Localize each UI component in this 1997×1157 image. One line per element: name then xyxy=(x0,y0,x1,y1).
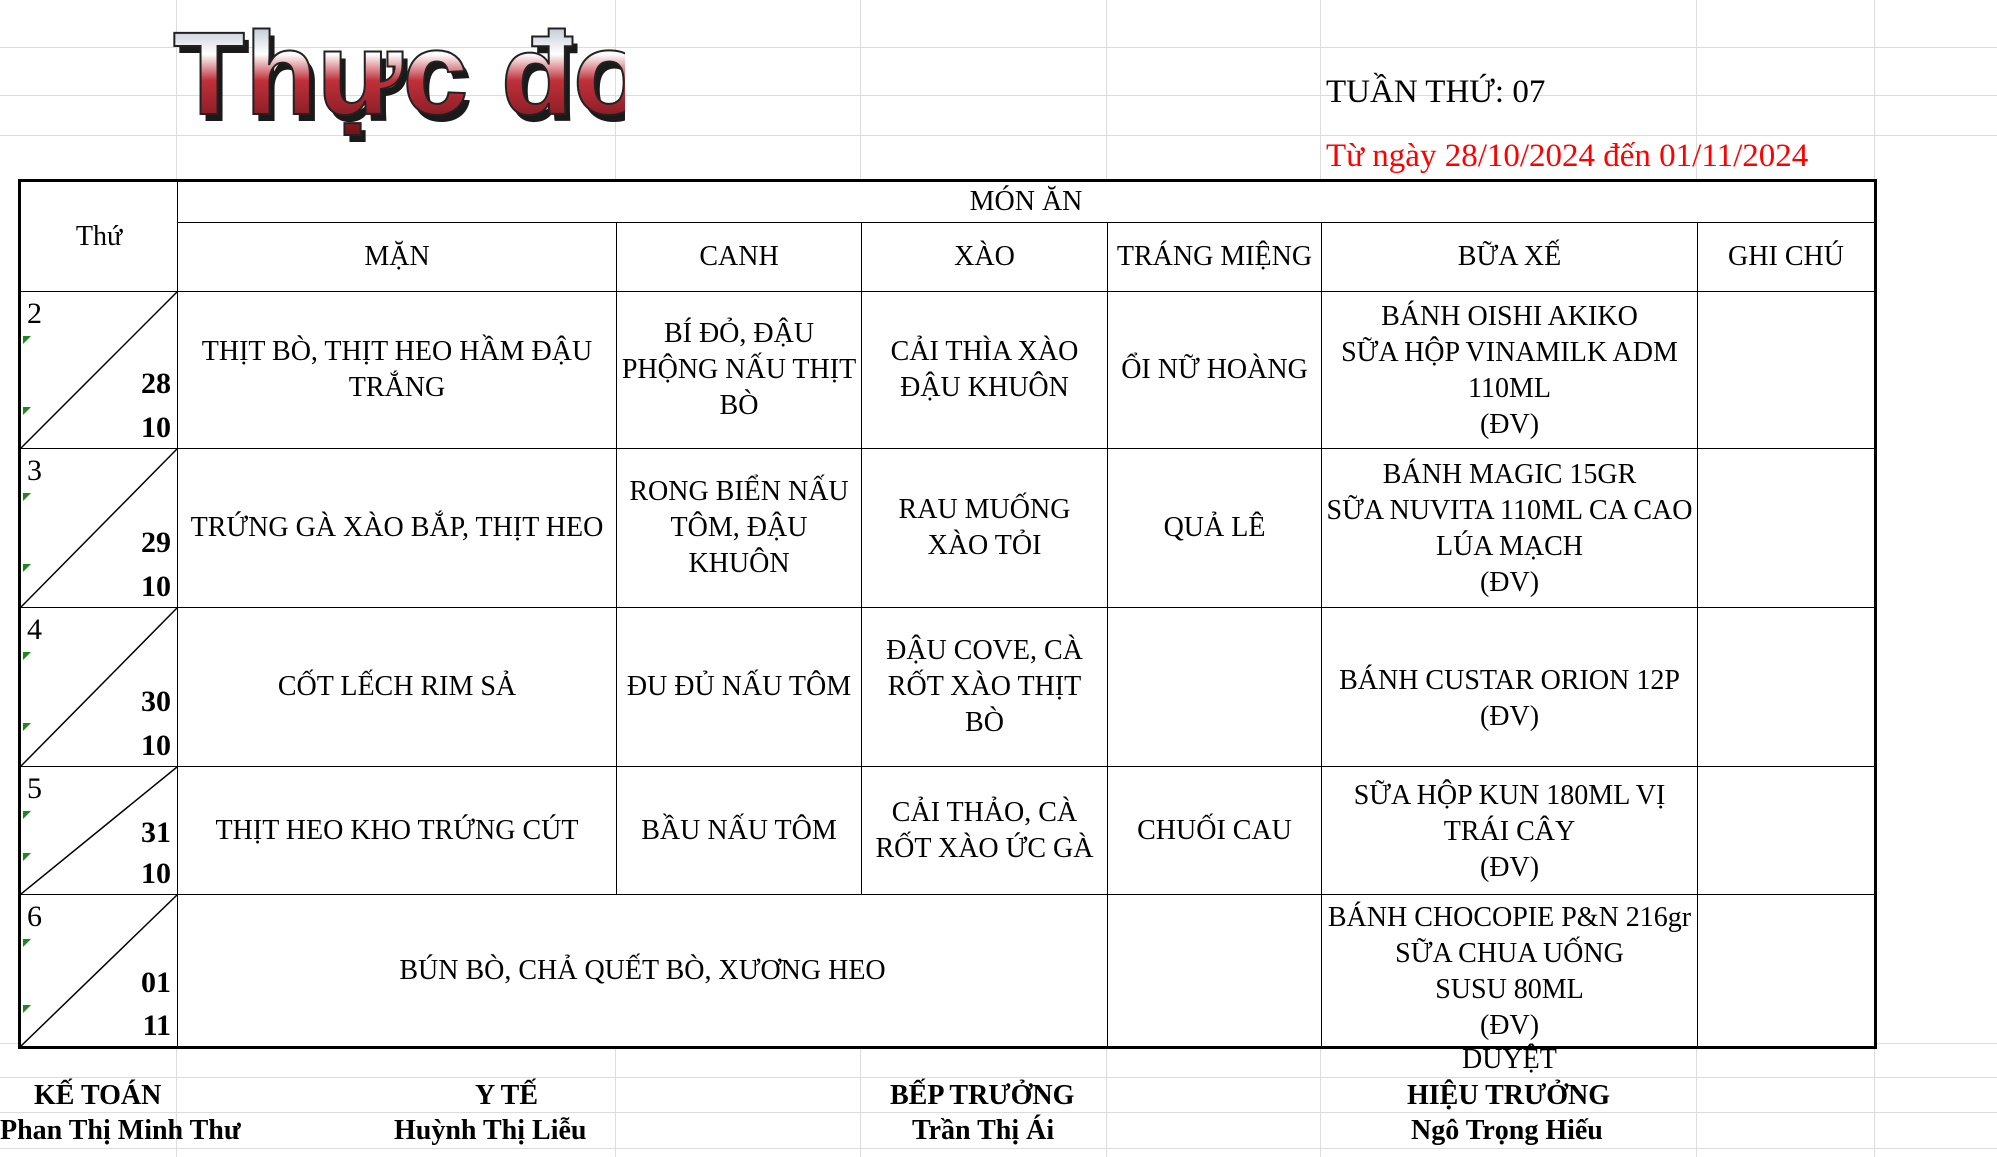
cell-text: BÍ ĐỎ, ĐẬU PHỘNG NẤU THỊT BÒ xyxy=(621,318,857,421)
table-row xyxy=(20,449,1876,608)
week-label: TUẦN THỨ: 07 xyxy=(1326,74,1546,110)
day-cell xyxy=(20,449,178,608)
logo-text: Thực đơ xyxy=(173,8,625,140)
cell-trang-mieng xyxy=(1108,608,1322,767)
principal-name: Ngô Trọng Hiếu xyxy=(1411,1115,1603,1146)
dishes-group-header: MÓN ĂN xyxy=(178,181,1876,223)
cell-text: BẦU NẤU TÔM xyxy=(641,814,837,846)
weekday-number: 4 xyxy=(27,613,42,646)
comment-marker xyxy=(23,407,31,415)
cell-bua-xe xyxy=(1322,292,1698,449)
cell-bua-xe xyxy=(1322,767,1698,895)
snack-text: BÁNH OISHI AKIKO SỮA HỘP VINAMILK ADM 110ML xyxy=(1341,301,1678,404)
cell-bua-xe xyxy=(1322,895,1698,1048)
snack-note: (ĐV) xyxy=(1479,701,1540,732)
cell-ghi-chu xyxy=(1698,449,1876,608)
cell-canh xyxy=(617,292,862,449)
principal-title: HIỆU TRƯỞNG xyxy=(1407,1080,1611,1111)
cell-xao xyxy=(862,767,1108,895)
cell-canh xyxy=(617,767,862,895)
cell-xao xyxy=(862,449,1108,608)
logo-shadow: Thực đơ xyxy=(178,15,625,144)
menu-table xyxy=(18,179,1877,1049)
gridline xyxy=(0,1077,1997,1078)
gridline xyxy=(0,1112,1997,1113)
cell-bua-xe xyxy=(1322,608,1698,767)
cell-text: CẢI THÌA XÀO ĐẬU KHUÔN xyxy=(890,336,1079,403)
col-header-canh: CANH xyxy=(617,223,862,292)
cell-merged-main xyxy=(178,895,1108,1048)
cell-text: BÚN BÒ, CHẢ QUẾT BÒ, XƯƠNG HEO xyxy=(399,954,886,986)
cell-ghi-chu xyxy=(1698,895,1876,1048)
cell-man xyxy=(178,292,617,449)
day-of-month: 01 xyxy=(141,966,171,999)
cell-bua-xe xyxy=(1322,449,1698,608)
cell-text: ỔI NỮ HOÀNG xyxy=(1121,354,1308,385)
logo-graphic xyxy=(165,4,625,144)
cell-canh xyxy=(617,608,862,767)
month: 10 xyxy=(141,857,171,890)
month: 10 xyxy=(141,411,171,444)
cell-text: THỊT HEO KHO TRỨNG CÚT xyxy=(215,814,579,846)
cell-xao xyxy=(862,292,1108,449)
snack-text: BÁNH CHOCOPIE P&N 216gr SỮA CHUA UỐNG SUSU 80ML xyxy=(1327,901,1692,1005)
cell-man xyxy=(178,608,617,767)
comment-marker xyxy=(23,1005,31,1013)
accountant-name: Phan Thị Minh Thư xyxy=(0,1115,241,1146)
col-header-ghi-chu: GHI CHÚ xyxy=(1698,223,1876,292)
weekday-number: 2 xyxy=(27,297,42,330)
comment-marker xyxy=(23,811,31,819)
cell-trang-mieng xyxy=(1108,449,1322,608)
col-header-bua-xe: BỮA XẾ xyxy=(1322,223,1698,292)
medical-name: Huỳnh Thị Liễu xyxy=(394,1115,587,1146)
col-header-trang-mieng: TRÁNG MIỆNG xyxy=(1108,223,1322,292)
cell-ghi-chu xyxy=(1698,608,1876,767)
col-header-man: MẶN xyxy=(178,223,617,292)
snack-note: (ĐV) xyxy=(1479,1009,1540,1041)
snack-text: SỮA HỘP KUN 180ML VỊ TRÁI CÂY xyxy=(1353,779,1666,847)
month: 11 xyxy=(142,1009,171,1042)
table-row xyxy=(20,292,1876,449)
day-cell xyxy=(20,292,178,449)
snack-text: BÁNH CUSTAR ORION 12P xyxy=(1339,665,1680,696)
cell-text: RAU MUỐNG XÀO TỎI xyxy=(898,494,1071,561)
chef-name: Trần Thị Ái xyxy=(912,1115,1055,1146)
snack-note: (ĐV) xyxy=(1479,567,1540,598)
cell-trang-mieng xyxy=(1108,292,1322,449)
month: 10 xyxy=(141,570,171,603)
comment-marker xyxy=(23,939,31,947)
cell-text: CỐT LẾCH RIM SẢ xyxy=(277,671,517,702)
cell-trang-mieng xyxy=(1108,895,1322,1048)
weekday-number: 6 xyxy=(27,900,42,933)
date-range: Từ ngày 28/10/2024 đến 01/11/2024 xyxy=(1326,138,1809,174)
day-of-month: 28 xyxy=(141,367,171,400)
cell-canh xyxy=(617,449,862,608)
cell-man xyxy=(178,449,617,608)
day-column-header: Thứ xyxy=(20,181,178,292)
day-of-month: 31 xyxy=(141,816,171,849)
cell-ghi-chu xyxy=(1698,767,1876,895)
day-cell xyxy=(20,608,178,767)
snack-text: BÁNH MAGIC 15GR SỮA NUVITA 110ML CA CAO LÚA MẠCH xyxy=(1326,459,1693,562)
cell-ghi-chu xyxy=(1698,292,1876,449)
snack-note: (ĐV) xyxy=(1479,409,1540,440)
comment-marker xyxy=(23,493,31,501)
comment-marker xyxy=(23,652,31,660)
cell-text: ĐU ĐỦ NẤU TÔM xyxy=(626,671,852,702)
table-row xyxy=(20,608,1876,767)
cell-text: QUẢ LÊ xyxy=(1163,512,1266,543)
comment-marker xyxy=(23,723,31,731)
cell-xao xyxy=(862,608,1108,767)
cell-text: RONG BIỂN NẤU TÔM, ĐẬU KHUÔN xyxy=(629,476,849,579)
accountant-title: KẾ TOÁN xyxy=(34,1080,162,1111)
comment-marker xyxy=(23,564,31,572)
gridline xyxy=(0,1148,1997,1149)
medical-title: Y TẾ xyxy=(475,1080,539,1111)
table-row xyxy=(20,895,1876,1048)
snack-note: (ĐV) xyxy=(1479,851,1540,883)
wordart-logo xyxy=(165,4,625,144)
day-of-month: 30 xyxy=(141,685,171,718)
cell-text: CHUỐI CAU xyxy=(1137,814,1292,846)
cell-man xyxy=(178,767,617,895)
cell-text: ĐẬU COVE, CÀ RỐT XÀO THỊT BÒ xyxy=(886,635,1083,738)
weekday-number: 3 xyxy=(27,454,42,487)
col-header-xao: XÀO xyxy=(862,223,1108,292)
cell-text: TRỨNG GÀ XÀO BẮP, THỊT HEO xyxy=(190,512,604,543)
table-row xyxy=(20,767,1876,895)
cell-text: CẢI THẢO, CÀ RỐT XÀO ỨC GÀ xyxy=(875,796,1094,864)
comment-marker xyxy=(23,336,31,344)
cell-text: THỊT BÒ, THỊT HEO HẦM ĐẬU TRẮNG xyxy=(201,336,593,403)
month: 10 xyxy=(141,729,171,762)
chef-title: BẾP TRƯỞNG xyxy=(890,1080,1075,1111)
comment-marker xyxy=(23,853,31,861)
approved-label: DUYỆT xyxy=(1462,1044,1557,1075)
day-of-month: 29 xyxy=(141,526,171,559)
cell-trang-mieng xyxy=(1108,767,1322,895)
day-cell xyxy=(20,895,178,1048)
day-cell xyxy=(20,767,178,895)
weekday-number: 5 xyxy=(27,772,42,805)
